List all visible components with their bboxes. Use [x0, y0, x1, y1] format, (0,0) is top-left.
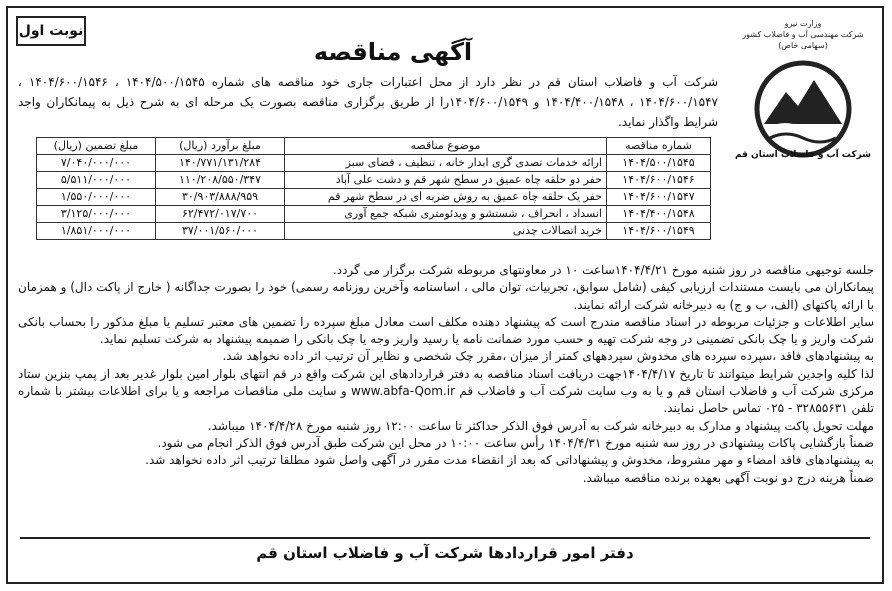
table-row [37, 223, 711, 240]
header-guarantee: مبلغ تضمین (ریال) [37, 138, 156, 155]
cell-guarantee: ۱/۸۵۱/۰۰۰/۰۰۰ [37, 223, 156, 240]
round-badge: نوبت اول [16, 16, 86, 46]
logo-mountain [764, 80, 842, 124]
cell-guarantee: ۱/۵۵۰/۰۰۰/۰۰۰ [37, 189, 156, 206]
cost-paragraph: ضمناً هزینه درج دو نوبت آگهی بعهده برنده مناقصه میباشد. [582, 470, 874, 485]
cell-tender-subject: ارائه خدمات تصدی گری ابدار خانه ، تنظیف ، فضای سبز [285, 155, 607, 172]
deadline-paragraph: مهلت تحویل پاکت پیشنهاد و مدارک به دبیرخانه شرکت به آدرس فوق الذکر حداکثر تا ساعت ۱۲:۰۰ روز شنبه مورخ ۱۴۰۴/۴/۲۸ میباشد. [207, 418, 874, 433]
briefing-session-paragraph: جلسه توجیهی مناقصه در روز شنبه مورخ ۱۴۰۴/۴/۲۱ساعت ۱۰ در معاونتهای مربوطه شرکت برگزار می گردد. [332, 263, 874, 277]
footer-divider [20, 537, 870, 539]
table-row [37, 172, 711, 189]
rejection-paragraph: به پیشنهادهای فاقد ،سپرده سپرده های مخدوش سپردههای کمتر از میزان ،مقرر چک شخصی و نظایر آن ترتیب اثر داده نخواهد شد. [222, 349, 874, 364]
logo-ministry-text: وزارت نیرو شرکت مهندسی آب و فاضلاب کشور (سهامی خاص) [742, 19, 864, 50]
header-tender-number: شماره مناقصه [607, 138, 711, 155]
cell-estimate: ۶۲/۴۷۲/۰۱۷/۷۰۰ [156, 206, 285, 223]
cell-estimate: ۱۴۰/۷۷۱/۱۳۱/۲۸۴ [156, 155, 285, 172]
cell-tender-number: ۱۴۰۴/۶۰۰/۱۵۴۶ [607, 172, 711, 189]
cell-tender-number: ۱۴۰۴/۶۰۰/۱۵۴۹ [607, 223, 711, 240]
cell-tender-number: ۱۴۰۴/۵۰۰/۱۵۴۵ [607, 155, 711, 172]
cell-estimate: ۱۱۰/۲۰۸/۵۵۰/۳۴۷ [156, 172, 285, 189]
cell-guarantee: ۳/۱۲۵/۰۰۰/۰۰۰ [37, 206, 156, 223]
tenders-table [36, 137, 711, 240]
table-row [37, 189, 711, 206]
cell-estimate: ۳۰/۹۰۳/۸۸۸/۹۵۹ [156, 189, 285, 206]
documents-paragraph: لذا کلیه واجدین شرایط میتوانند تا تاریخ ۱۴۰۴/۴/۱۷جهت دریافت اسناد مناقصه به دفتر قراردادهای این شرکت واقع در قم انتهای بلوار امین بلوار غدیر بعد از پمپ بنزین ستاد مرکزی شرکت آب و فاضلاب استان قم و یا به وب سایت شرکت آب و فاضلاب قم www.abfa-Qom.ir و سایت ملی مناقصات مراجعه و یا برای اطلاعات بیشتر با شماره تلفن ۳۲۸۵۵۶۳۱ - ۰۲۵ تماس حاصل نمایند. [18, 366, 874, 416]
invalid-bids-paragraph: به پیشنهادهای فاقد امضاء و مهر مشروط، مخدوش و پیشنهاداتی که بعد از انقضاء مدت مقرر در آگهی واصل شود مطلقا ترتیب اثر داده نخواهد شد. [145, 453, 874, 468]
table-row [37, 155, 711, 172]
cell-tender-subject: خرید اتصالات چدنی [285, 223, 607, 240]
opening-paragraph: ضمناً بازگشایی پاکات پیشنهادی در روز سه شنبه مورخ ۱۴۰۴/۴/۳۱ رأس ساعت ۱۰:۰۰ در محل این شرکت طبق آدرس فوق الذکر انجام می شود. [157, 435, 874, 450]
header-tender-subject: موضوع مناقصه [285, 138, 607, 155]
cell-guarantee: ۷/۰۴۰/۰۰۰/۰۰۰ [37, 155, 156, 172]
intro-paragraph: شرکت آب و فاضلاب استان قم در نظر دارد از محل اعتبارات جاری خود مناقصه های شماره ۱۴۰۴/۵۰۰/۱۵۴۵ ، ۱۴۰۴/۶۰۰/۱۵۴۶ ، ۱۴۰۴/۶۰۰/۱۵۴۷ ، ۱۴۰۴/۴۰۰/۱۵۴۸ و ۱۴۰۴/۶۰۰/۱۵۴۹را از طریق برگزاری مناقصه بصورت یک مرحله ای به شرح ذیل به پیمانکاران واجد شرایط واگذار نماید. [18, 75, 718, 129]
cell-estimate: ۳۷/۰۰۱/۵۶۰/۰۰۰ [156, 223, 285, 240]
header-estimate: مبلغ برآورد (ریال) [156, 138, 285, 155]
cell-tender-subject: انسداد ، انحراف ، شستشو و ویدئومتری شبکه جمع آوری [285, 206, 607, 223]
cell-tender-subject: حفر یک حلقه چاه عمیق به روش ضربه ای در سطح شهر قم [285, 189, 607, 206]
table-row [37, 206, 711, 223]
cell-tender-subject: حفر دو حلقه چاه عمیق در سطح شهر قم و دشت علی آباد [285, 172, 607, 189]
cell-tender-number: ۱۴۰۴/۶۰۰/۱۵۴۷ [607, 189, 711, 206]
cell-tender-number: ۱۴۰۴/۴۰۰/۱۵۴۸ [607, 206, 711, 223]
footer-signature: دفتر امور قراردادها شرکت آب و فاضلاب استان قم [256, 544, 634, 562]
guarantee-paragraph: سایر اطلاعات و جزئیات مربوطه در اسناد مناقصه مندرج است که پیشنهاد دهنده مکلف است معادل مبلغ سپرده را تضمین های معتبر تسلیم یا مبلغ مذکور را بحساب بانکی شرکت واریز و یا چک بانکی تضمینی در وجه شرکت تهیه و حسب مورد ضمانت نامه یا رسید واریز وجه یا چک بانکی را ضمیمه پیشنهاد به شرکت تسلیم نماید. [18, 314, 874, 347]
logo-company-name: شرکت آب و فاضلاب استان قم [734, 150, 872, 160]
notice-title: آگهی مناقصه [313, 38, 473, 66]
notice-body [18, 262, 874, 487]
table-header-row [37, 138, 711, 155]
cell-guarantee: ۵/۵۱۱/۰۰۰/۰۰۰ [37, 172, 156, 189]
qualification-paragraph: پیمانکاران می بایست مستندات ارزیابی کیفی (شامل سوابق، تجربیات، توان مالی ، اساسنامه وآخرین روزنامه رسمی) خود را بصورت جداگانه ( خارج از پاکت دال) و همزمان با ارائه پاکتهای (الف، ب و ج) به دبیرخانه شرکت ارائه نمایند. [18, 280, 874, 312]
